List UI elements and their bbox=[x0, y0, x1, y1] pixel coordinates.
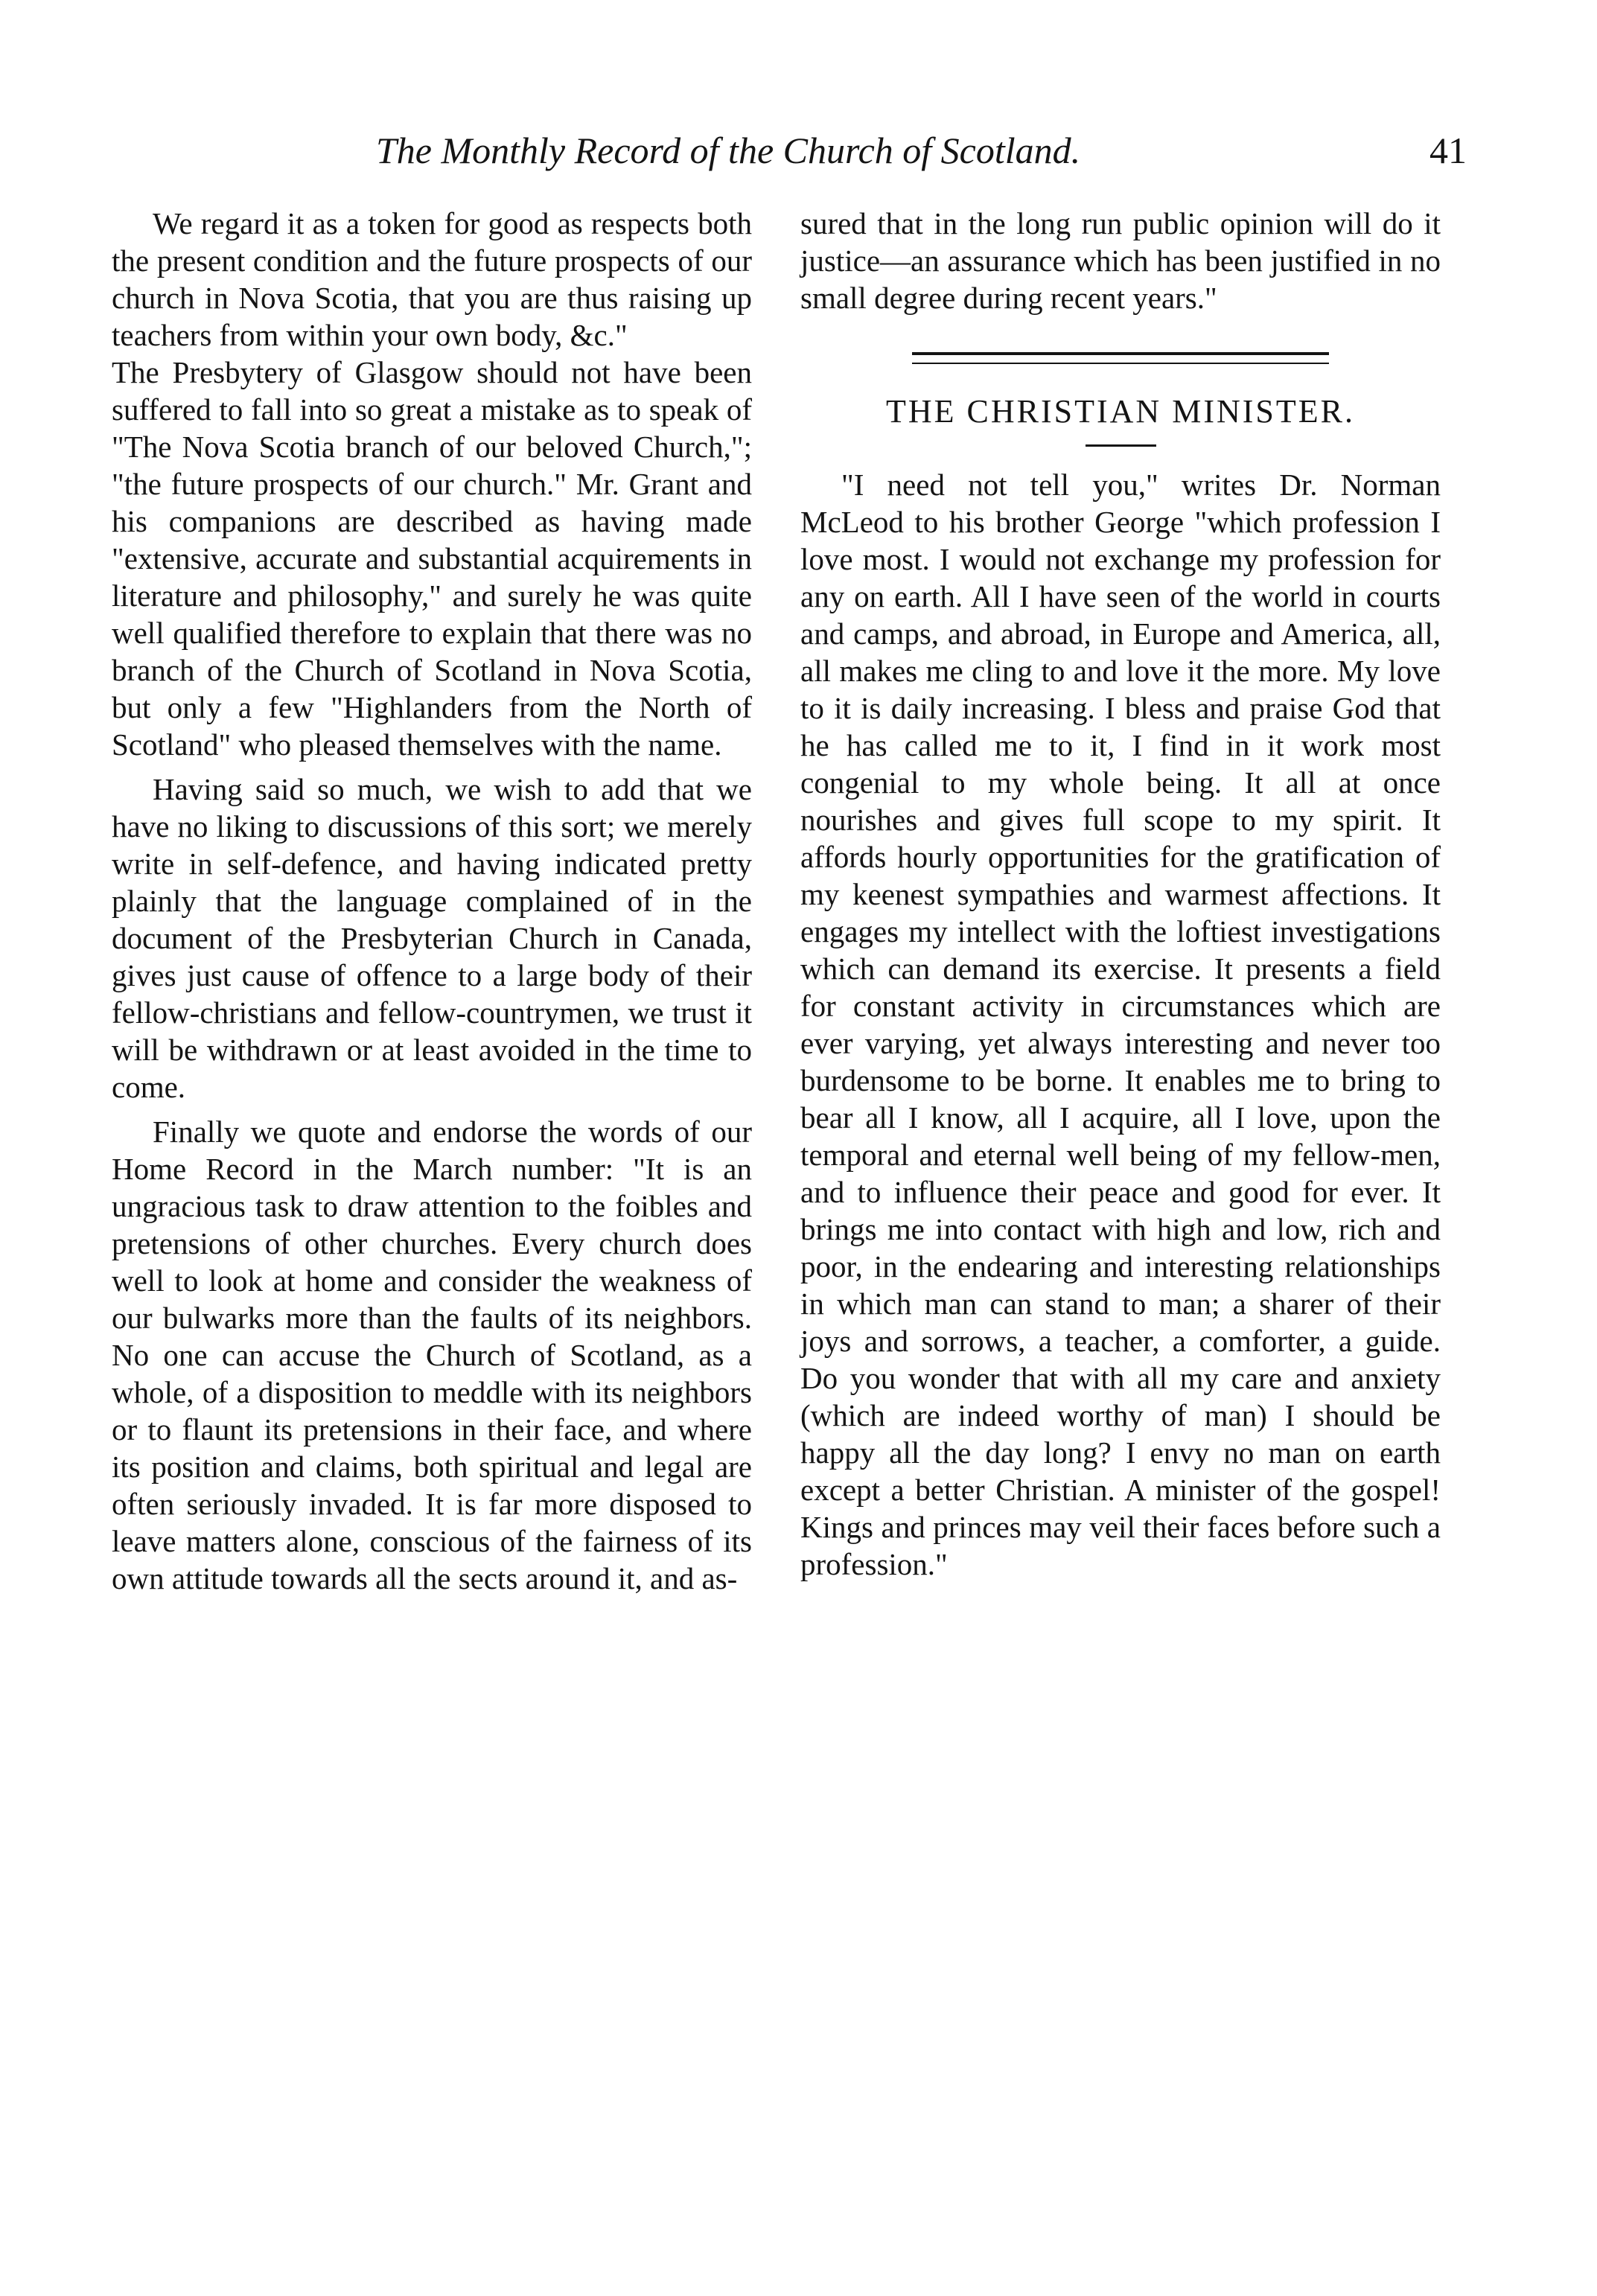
page-header bbox=[112, 128, 1467, 188]
section-divider bbox=[912, 352, 1329, 364]
paragraph-continuation: sured that in the long run public opinion will do it justice—an assurance which has been justified in no small degree during recent years." bbox=[800, 206, 1441, 315]
paragraph: We regard it as a token for good as respects both the present condition and the future prospects of our church in Nova Scotia, that you are thus raising up teachers from within your own body, &c." bbox=[112, 206, 752, 352]
page-number: 41 bbox=[1429, 130, 1467, 171]
paragraph: Finally we quote and endorse the words of our Home Record in the March number: "It is an ungracious task to draw attention to the foibles and pretensions of other churches. Every church does well to look at home and consider the weakness of our bulwarks more than the faults of its neighbors. No one can accuse the Church of Scotland, as a whole, of a disposition to meddle with its neighbors or to flaunt its pretensions in their face, and where its position and claims, both spiritual and legal are often seriously invaded. It is far more disposed to leave matters alone, conscious of the fairness of its own attitude towards all the sects around it, and as- bbox=[112, 1114, 752, 1595]
running-title: The Monthly Record of the Church of Scotland. bbox=[376, 130, 1081, 171]
paragraph: "I need not tell you," writes Dr. Norman McLeod to his brother George "which profession I love most. I would not exchange my profession for any on earth. All I have seen of the world in courts and camps, and abroad, in Europe and America, all, all makes me cling to and love it the more. My love to it is daily increasing. I bless and praise God that he has called me to it, I find in it work most congenial to my whole being. It all at once nourishes and gives full scope to my spirit. It affords hourly opportunities for the gratification of my keenest sympathies and warmest affections. It engages my intellect with the loftiest investigations which can demand its exercise. It presents a field for constant activity in circumstances which are ever varying, yet always interesting and never too burdensome to be borne. It enables me to bring to bear all I know, all I acquire, all I love, upon the temporal and eternal well being of my fellow-men, and to influence their peace and good for ever. It brings me into contact with high and low, rich and poor, in the endearing and interesting relationships in which man can stand to man; a sharer of their joys and sorrows, a teacher, a comforter, a guide. Do you wonder that with all my care and anxiety (which are indeed worthy of man) I should be happy all the day long? I envy no man on earth except a better Christian. A minister of the gospel! Kings and princes may veil their faces before such a profession." bbox=[800, 468, 1441, 1581]
title-underline bbox=[1086, 444, 1156, 447]
paragraph: The Presbytery of Glasgow should not have been suffered to fall into so great a mistake as to speak of "The Nova Scotia branch of our beloved Church,"; "the future prospects of our church." Mr. Grant and his companions are described as having made "extensive, accurate and substantial acquirements in literature and philosophy," and surely he was quite well qualified therefore to explain that there was no branch of the Church of Scotland in Nova Scotia, but only a few "Highlanders from the North of Scotland" who pleased themselves with the name. bbox=[112, 355, 752, 762]
section-title: THE CHRISTIAN MINISTER. bbox=[886, 393, 1355, 430]
paragraph: Having said so much, we wish to add that we have no liking to discussions of this sort; we merely write in self-defence, and having indicated pretty plainly that the language complained of in the document of the Presbyterian Church in Canada, gives just cause of offence to a large body of their fellow-christians and fellow-countrymen, we trust it will be withdrawn or at least avoided in the time to come. bbox=[112, 772, 752, 1104]
right-column bbox=[800, 205, 1441, 1583]
left-column bbox=[112, 205, 752, 1597]
